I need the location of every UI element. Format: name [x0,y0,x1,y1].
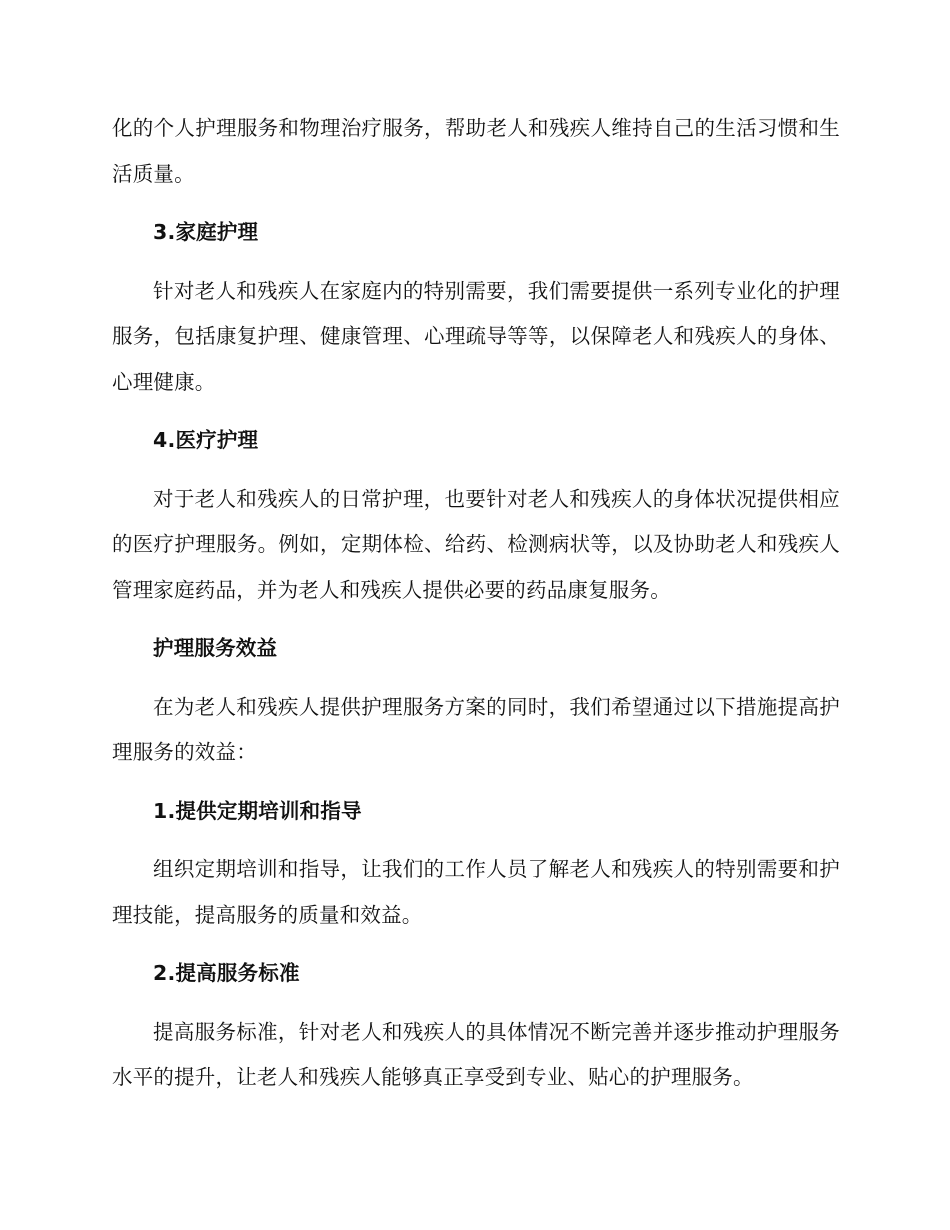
measure-1-heading: 1.提供定期培训和指导 [153,798,362,823]
measure-2-paragraph: 提高服务标准，针对老人和残疾人的具体情况不断完善并逐步推动护理服务水平的提升，让老人和残疾人能够真正享受到专业、贴心的护理服务。 [112,1019,840,1089]
benefits-paragraph: 在为老人和残疾人提供护理服务方案的同时，我们希望通过以下措施提高护理服务的效益： [112,694,840,764]
measure-1-paragraph: 组织定期培训和指导，让我们的工作人员了解老人和残疾人的特别需要和护理技能，提高服务的质量和效益。 [112,857,840,927]
benefits-heading: 护理服务效益 [153,636,278,660]
measure-2-heading: 2.提高服务标准 [153,961,300,985]
document-page [112,106,840,1114]
section-4-heading: 4.医疗护理 [153,428,259,452]
intro-continued-paragraph: 化的个人护理服务和物理治疗服务，帮助老人和残疾人维持自己的生活习惯和生活质量。 [112,116,840,186]
section-3-heading: 3.家庭护理 [153,220,259,244]
section-4-paragraph: 对于老人和残疾人的日常护理，也要针对老人和残疾人的身体状况提供相应的医疗护理服务。例如，定期体检、给药、检测病状等，以及协助老人和残疾人管理家庭药品，并为老人和残疾人提供必要的药品康复服务。 [112,486,840,602]
section-3-paragraph: 针对老人和残疾人在家庭内的特别需要，我们需要提供一系列专业化的护理服务，包括康复护理、健康管理、心理疏导等等，以保障老人和残疾人的身体、心理健康。 [112,278,840,394]
